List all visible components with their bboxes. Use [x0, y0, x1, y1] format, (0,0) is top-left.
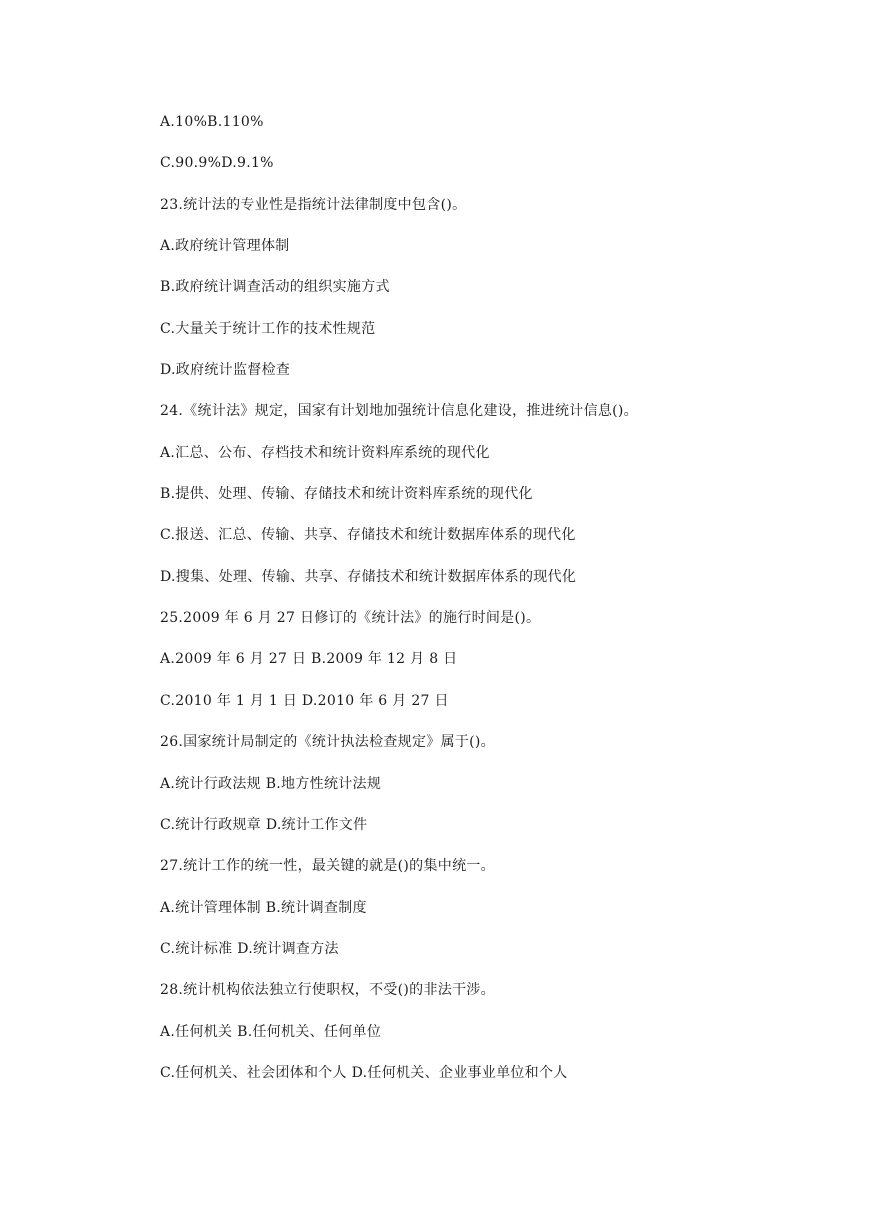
answer-options: A.任何机关 B.任何机关、任何单位 — [160, 1023, 382, 1040]
question-27-stem: 27.统计工作的统一性，最关键的就是()的集中统一。 — [160, 858, 495, 875]
answer-option: A.汇总、公布、存档技术和统计资料库系统的现代化 — [160, 444, 490, 461]
question-26-stem: 26.国家统计局制定的《统计执法检查规定》属于()。 — [160, 734, 495, 751]
answer-options: A.统计管理体制 B.统计调查制度 — [160, 899, 367, 916]
answer-options: C.统计行政规章 D.统计工作文件 — [160, 816, 368, 833]
answer-options: C.任何机关、社会团体和个人 D.任何机关、企业事业单位和个人 — [160, 1064, 568, 1081]
answer-option: C.大量关于统计工作的技术性规范 — [160, 320, 376, 337]
question-23-stem: 23.统计法的专业性是指统计法律制度中包含()。 — [160, 196, 467, 213]
answer-options: A.2009 年 6 月 27 日 B.2009 年 12 月 8 日 — [160, 651, 458, 668]
answer-option: B.提供、处理、传输、存储技术和统计资料库系统的现代化 — [160, 486, 533, 503]
answer-option: C.报送、汇总、传输、共享、存储技术和统计数据库体系的现代化 — [160, 527, 576, 544]
answer-option: D.搜集、处理、传输、共享、存储技术和统计数据库体系的现代化 — [160, 568, 577, 585]
answer-option: D.政府统计监督检查 — [160, 362, 291, 379]
answer-options: C.90.9%D.9.1% — [160, 155, 274, 172]
question-lines — [160, 112, 840, 1104]
answer-options: A.10%B.110% — [160, 114, 264, 130]
answer-options: A.统计行政法规 B.地方性统计法规 — [160, 775, 382, 792]
answer-option: B.政府统计调查活动的组织实施方式 — [160, 279, 390, 296]
question-28-stem: 28.统计机构依法独立行使职权，不受()的非法干涉。 — [160, 982, 495, 999]
answer-options: C.2010 年 1 月 1 日 D.2010 年 6 月 27 日 — [160, 692, 449, 709]
answer-option: A.政府统计管理体制 — [160, 238, 290, 255]
answer-options: C.统计标准 D.统计调查方法 — [160, 940, 339, 957]
question-25-stem: 25.2009 年 6 月 27 日修订的《统计法》的施行时间是()。 — [160, 610, 541, 627]
question-24-stem: 24.《统计法》规定，国家有计划地加强统计信息化建设，推进统计信息()。 — [160, 403, 638, 420]
